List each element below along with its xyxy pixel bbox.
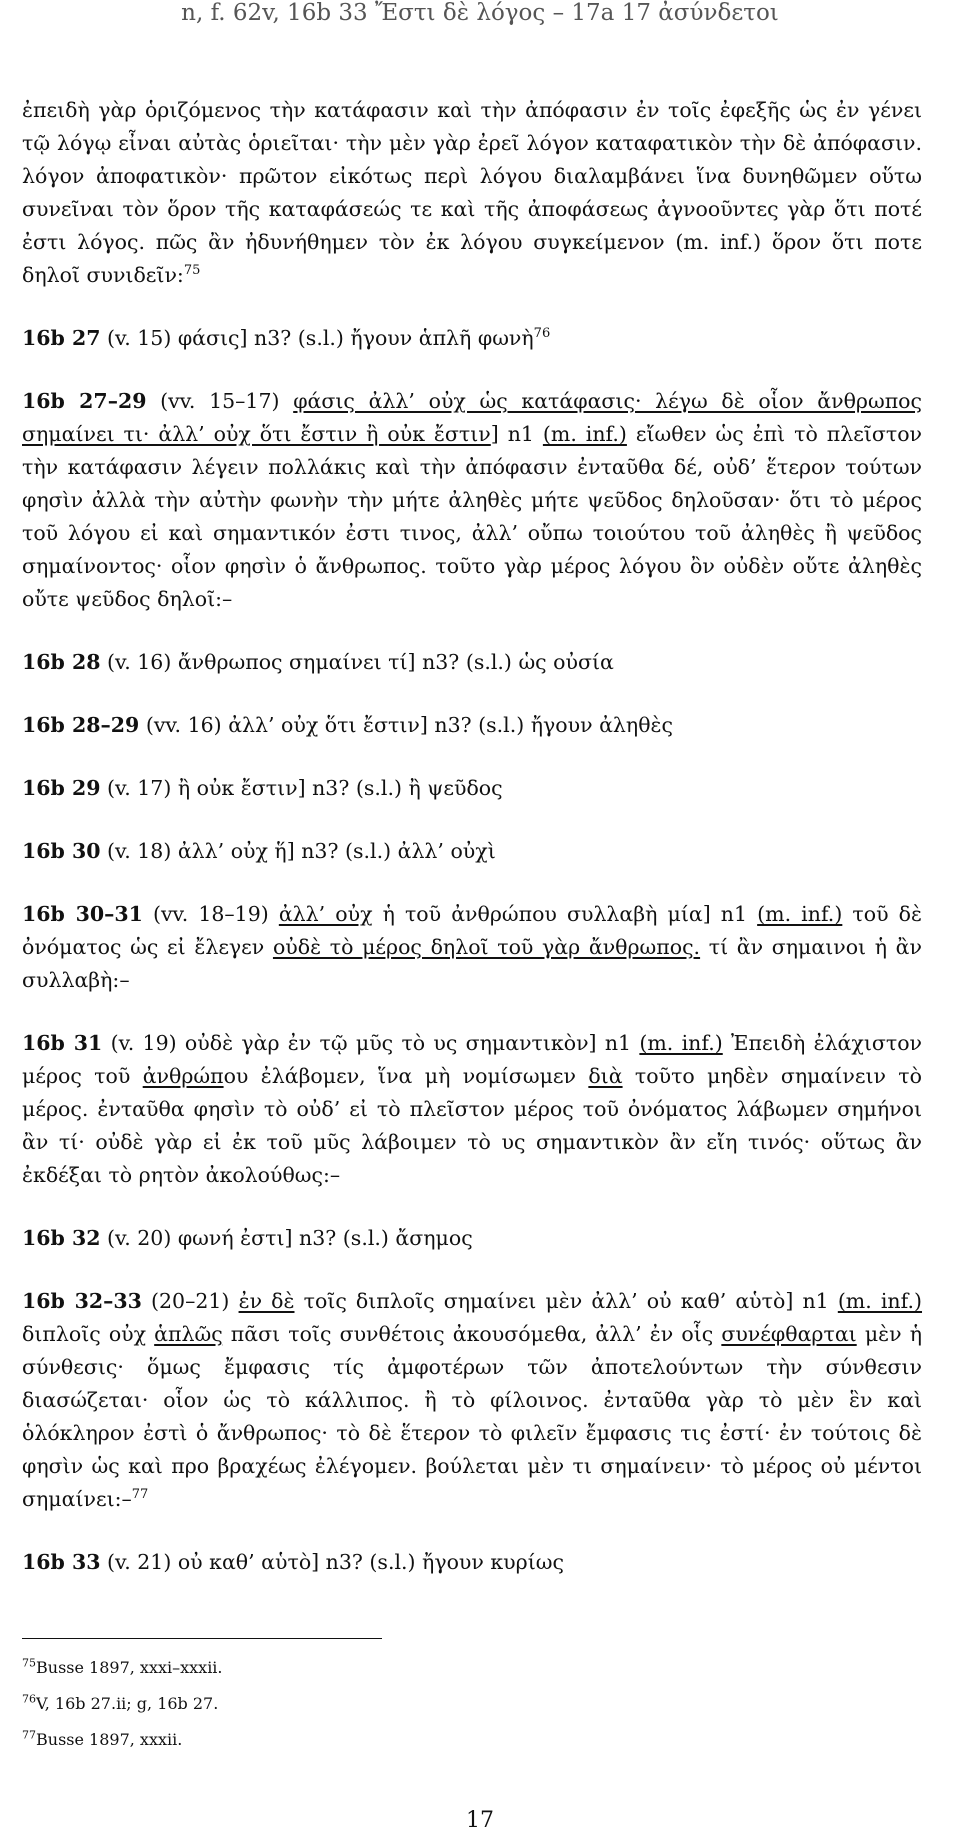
underlined-text: φάσις ἀλλ’ οὐχ ὡς κατάφασις· λέγω δὲ οἷον ἄνθρωπος σημαίνει τι· ἀλλ’ οὐχ ὅτι ἔστιν ἢ οὐκ ἔστιν bbox=[22, 389, 922, 446]
entry-16b32-33 bbox=[22, 1285, 922, 1516]
entry-text: τοῦτο μηδὲν σημαίνειν τὸ μέρος. ἐνταῦθα φησὶν τὸ οὐδ’ εἰ τὸ πλεῖστον μέρος τοῦ ὀνόματος λάβωμεν σημήνοι ἂν τί· οὐδὲ γὰρ εἰ ἐκ τοῦ μῦς λάβοιμεν τὸ υς σημαντικὸν ἂν εἴη τινός· οὕτως ἂν ἐκδέξαι τὸ ρητὸν ἀκολούθως:– bbox=[22, 1064, 922, 1187]
footnote-text: Busse 1897, xxxi–xxxii. bbox=[36, 1658, 223, 1677]
entry-16b33 bbox=[22, 1546, 922, 1579]
entry-lemma: 16b 28–29 bbox=[22, 713, 140, 737]
entry-16b28 bbox=[22, 646, 922, 679]
entry-lemma: 16b 32 bbox=[22, 1226, 101, 1250]
entry-text: (vv. 18–19) bbox=[142, 902, 279, 926]
entry-lemma: 16b 33 bbox=[22, 1550, 101, 1574]
page-number: 17 bbox=[466, 1808, 494, 1833]
underlined-text: διὰ bbox=[588, 1064, 623, 1088]
footnote-77 bbox=[22, 1722, 922, 1758]
entry-text: τοῦ δὲ ὀνόματος ὡς εἰ ἔλεγεν bbox=[22, 902, 922, 959]
entry-lemma: 16b 31 bbox=[22, 1031, 103, 1055]
footnote-text: V, 16b 27.ii; g, 16b 27. bbox=[36, 1694, 219, 1713]
footnote-ref-75: 75 bbox=[183, 263, 201, 279]
entry-16b30 bbox=[22, 835, 922, 868]
entry-lemma: 16b 30–31 bbox=[22, 902, 143, 926]
entry-16b28-29 bbox=[22, 709, 922, 742]
entry-text: (vv. 16) ἀλλ’ οὐχ ὅτι ἔστιν] n3? (s.l.) ἤγουν ἀληθὲς bbox=[139, 713, 674, 737]
footnote-text: Busse 1897, xxxii. bbox=[36, 1730, 183, 1749]
underlined-text: ἁπλῶς bbox=[154, 1322, 223, 1346]
entry-lemma: 16b 32–33 bbox=[22, 1289, 142, 1313]
entry-16b30-31 bbox=[22, 898, 922, 997]
entry-lemma: 16b 28 bbox=[22, 650, 101, 674]
entry-text: μὲν ἡ σύνθεσις· ὅμως ἔμφασις τίς ἀμφοτέρων τῶν ἀποτελούντων τὴν σύνθεσιν διασώζεται· οἷον ὡς τὸ κάλλιπος. ἢ τὸ φίλοινος. ἐνταῦθα γὰρ τὸ μὲν ἓν καὶ ὁλόκληρον ἐστὶ ὁ ἄνθρωπος· τὸ δὲ ἕτερον τὸ φιλεῖν ἔμφασις τις ἐστί· ἐν τούτοις δὲ φησὶν ὡς καὶ προ βραχέως ἐλέγομεν. βούλεται μὲν τι σημαίνειν· τὸ μέρος οὐ μέντοι σημαίνει:– bbox=[22, 1322, 922, 1511]
entry-text: (vv. 15–17) bbox=[146, 389, 294, 413]
intro-paragraph bbox=[22, 94, 922, 292]
underlined-text: ἐν δὲ bbox=[238, 1289, 295, 1313]
entry-text: (v. 17) ἢ οὐκ ἔστιν] n3? (s.l.) ἢ ψεῦδος bbox=[100, 776, 503, 800]
entry-text: (20–21) bbox=[141, 1289, 239, 1313]
entry-text: τοῖς διπλοῖς σημαίνει μὲν ἀλλ’ οὐ καθ’ αὑτὸ] n1 bbox=[294, 1289, 838, 1313]
footnote-76 bbox=[22, 1686, 922, 1722]
footnotes bbox=[22, 1650, 922, 1758]
entry-text: τί ἂν σημαινοι ἡ ἂν συλλαβὴ:– bbox=[22, 935, 922, 992]
footnote-75 bbox=[22, 1650, 922, 1686]
underlined-text: (m. inf.) bbox=[639, 1031, 723, 1055]
footnote-divider bbox=[22, 1638, 382, 1639]
underlined-text: (m. inf.) bbox=[837, 1289, 923, 1313]
entry-lemma: 16b 27 bbox=[22, 326, 101, 350]
entry-text: (v. 18) ἀλλ’ οὐχ ἥ] n3? (s.l.) ἀλλ’ οὐχὶ bbox=[100, 839, 496, 863]
entry-lemma: 16b 30 bbox=[22, 839, 101, 863]
entry-text: Ἐπειδὴ ἐλάχιστον μέρος τοῦ bbox=[22, 1031, 923, 1088]
entry-text: (v. 20) φωνή ἐστι] n3? (s.l.) ἄσημος bbox=[100, 1226, 473, 1250]
entry-text: ] n1 bbox=[490, 422, 543, 446]
entry-text: ου ἐλάβομεν, ἵνα μὴ νομίσωμεν bbox=[223, 1064, 589, 1088]
underlined-text: (m. inf.) bbox=[757, 902, 843, 926]
underlined-text: οὐδὲ τὸ μέρος δηλοῖ τοῦ γὰρ ἄνθρωπος. bbox=[272, 935, 701, 959]
footnote-mark: 75 bbox=[22, 1656, 36, 1670]
intro-text: ἐπειδὴ γὰρ ὁριζόμενος τὴν κατάφασιν καὶ τὴν ἀπόφασιν ἐν τοῖς ἐφεξῆς ὡς ἐν γένει τῷ λόγῳ εἶναι αὐτὰς ὁριεῖται· τὴν μὲν γὰρ ἐρεῖ λόγον καταφατικὸν τὴν δὲ ἀπόφασιν. λόγον ἀποφατικὸν· πρῶτον εἰκότως περὶ λόγου διαλαμβάνει ἵνα δυνηθῶμεν οὕτω συνεῖναι τὸν ὅρον τῆς καταφάσεώς τε καὶ τῆς ἀποφάσεως ἀγνοοῦντες γὰρ ὅτι ποτέ ἐστι λόγος. πῶς ἂν ἠδυνήθημεν τὸν ἐκ λόγου συγκείμενον (m. inf.) ὅρον ὅτι ποτε δηλοῖ συνιδεῖν: bbox=[22, 98, 922, 287]
underlined-text: ἀλλ’ οὐχ bbox=[278, 902, 373, 926]
underlined-text: (m. inf.) bbox=[542, 422, 627, 446]
footnote-ref-76: 76 bbox=[533, 326, 551, 342]
entry-text: ἡ τοῦ ἀνθρώπου συλλαβὴ μία] n1 bbox=[372, 902, 758, 926]
entry-text: (v. 15) φάσις] n3? (s.l.) ἤγουν ἁπλῆ φωνὴ bbox=[100, 326, 534, 350]
entry-16b31 bbox=[22, 1027, 922, 1192]
entry-lemma: 16b 29 bbox=[22, 776, 101, 800]
footnote-mark: 76 bbox=[22, 1692, 36, 1706]
running-head: n, f. 62v, 16b 33 Ἔστι δὲ λόγος – 17a 17 ἀσύνδετοι bbox=[181, 0, 779, 26]
footnote-ref-77: 77 bbox=[131, 1487, 149, 1503]
entry-text: πᾶσι τοῖς συνθέτοις ἀκουσόμεθα, ἀλλ’ ἐν οἷς bbox=[222, 1322, 722, 1346]
entry-16b27 bbox=[22, 322, 922, 355]
entry-text: διπλοῖς οὐχ bbox=[22, 1322, 155, 1346]
entry-lemma: 16b 27–29 bbox=[22, 389, 147, 413]
entry-text: (v. 19) οὐδὲ γὰρ ἐν τῷ μῦς τὸ υς σημαντικὸν] n1 bbox=[102, 1031, 640, 1055]
entry-text: (v. 21) οὐ καθ’ αὑτὸ] n3? (s.l.) ἤγουν κυρίως bbox=[100, 1550, 564, 1574]
entry-16b27-29 bbox=[22, 385, 922, 616]
commentary-body bbox=[22, 94, 922, 1579]
entry-text: εἴωθεν ὡς ἐπὶ τὸ πλεῖστον τὴν κατάφασιν λέγειν πολλάκις καὶ τὴν ἀπόφασιν ἐνταῦθα δέ, οὐδ’ ἕτερον τούτων φησὶν ἀλλὰ τὴν αὐτὴν φωνὴν τὴν μήτε ἀληθὲς μήτε ψεῦδος δηλοῦσαν· ὅτι τὸ μέρος τοῦ λόγου εἰ καὶ σημαντικόν ἐστι τινος, ἀλλ’ οὔπω τοιούτου τοῦ ἀληθὲς ἢ ψεῦδος σημαίνοντος· οἷον φησὶν ὁ ἄνθρωπος. τοῦτο γὰρ μέρος λόγου ὂν οὐδὲν οὔτε ἀληθὲς οὔτε ψεῦδος δηλοῖ:– bbox=[22, 422, 922, 611]
footnote-mark: 77 bbox=[22, 1728, 36, 1742]
underlined-text: ἀνθρώπ bbox=[142, 1064, 224, 1088]
underlined-text: συνέφθαρται bbox=[721, 1322, 857, 1346]
entry-text: (v. 16) ἄνθρωπος σημαίνει τί] n3? (s.l.) ὡς οὐσία bbox=[100, 650, 614, 674]
entry-16b32 bbox=[22, 1222, 922, 1255]
entry-16b29 bbox=[22, 772, 922, 805]
